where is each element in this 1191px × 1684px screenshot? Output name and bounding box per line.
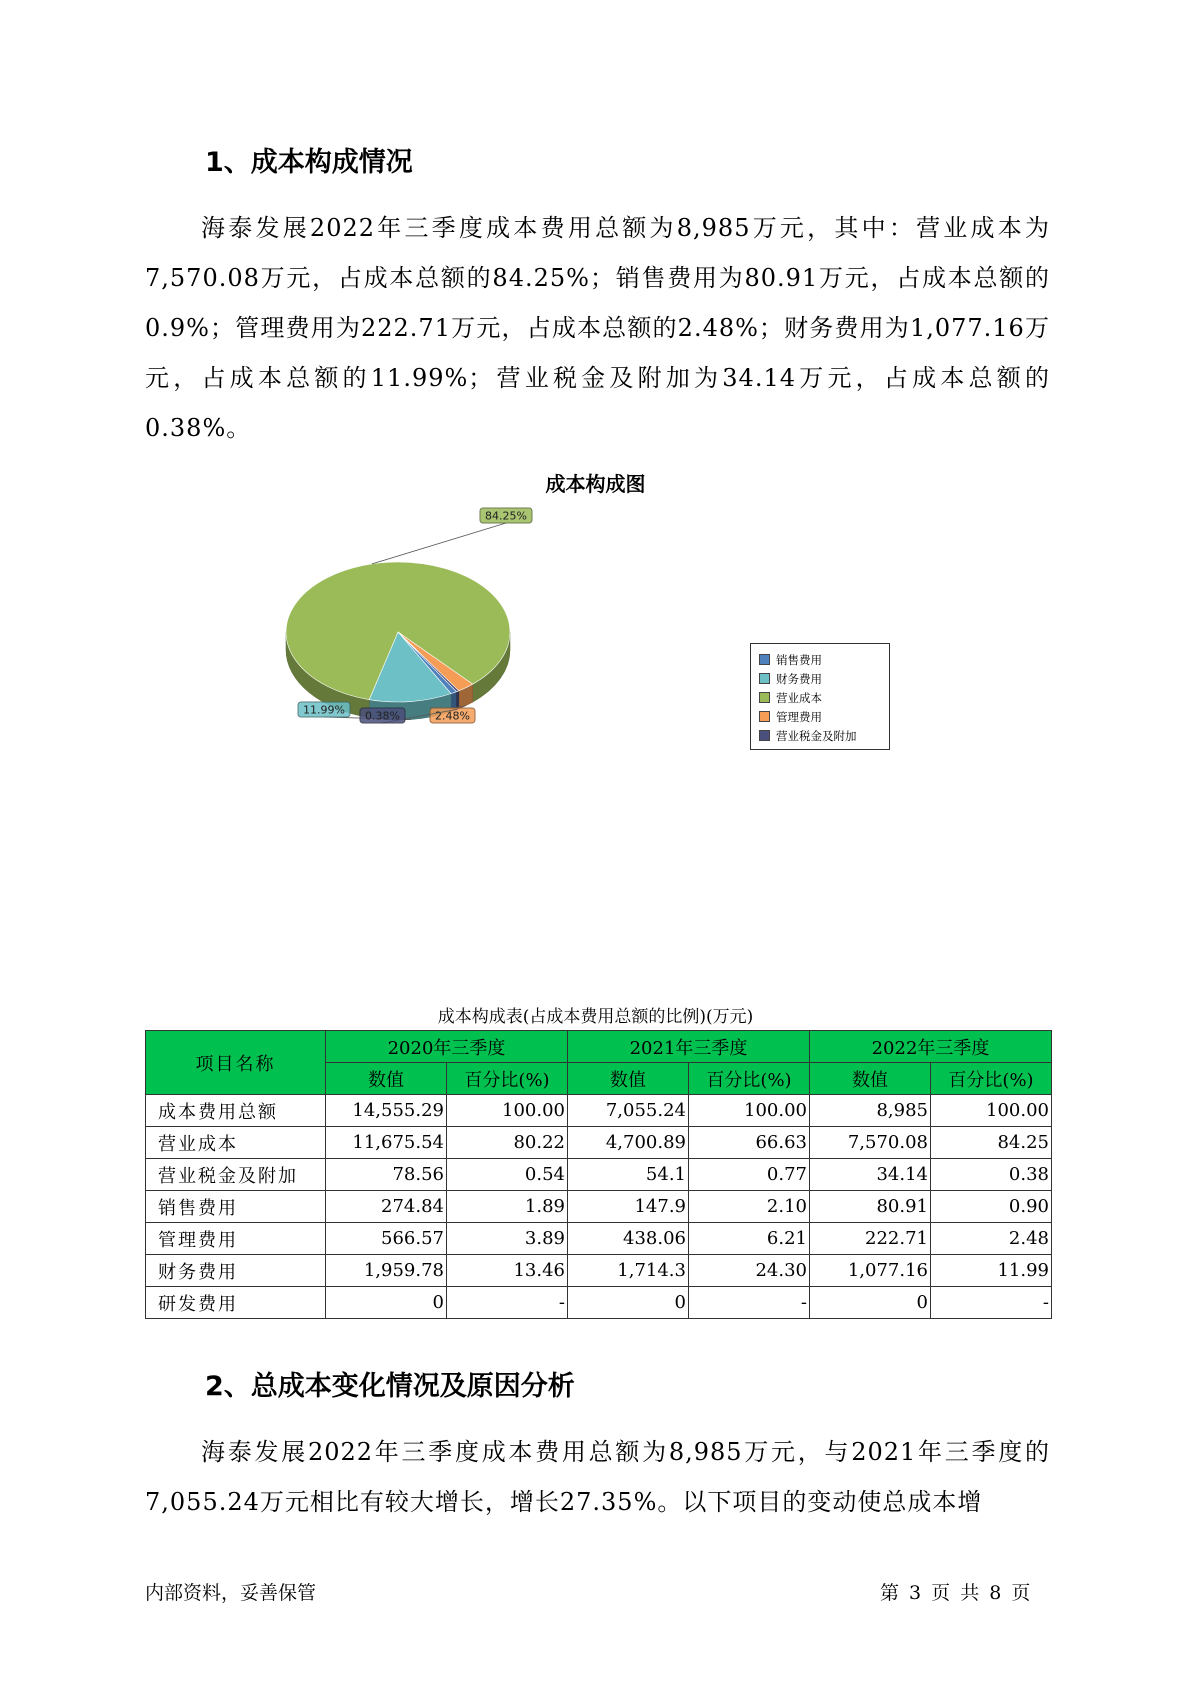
pie-top: [286, 562, 510, 702]
table-row: [146, 1223, 1052, 1255]
header-pct: 百分比(%): [689, 1063, 810, 1095]
cell: 66.63: [689, 1127, 810, 1159]
cell: 566.57: [326, 1223, 447, 1255]
table-caption: 成本构成表(占成本费用总额的比例)(万元): [437, 1007, 754, 1027]
header-value: 数值: [326, 1063, 447, 1095]
table-header: [146, 1031, 1052, 1095]
legend-label: 管理费用: [776, 709, 822, 724]
legend-swatch: [759, 673, 770, 684]
row-name: 研发费用: [146, 1287, 326, 1319]
cell: 0.38: [931, 1159, 1052, 1191]
section2-paragraph: 海泰发展2022年三季度成本费用总额为8,985万元，与2021年三季度的7,055.24万元相比有较大增长，增长27.35%。以下项目的变动使总成本增: [145, 1438, 1050, 1516]
table-row: [146, 1095, 1052, 1127]
header-value: 数值: [568, 1063, 689, 1095]
cell: 222.71: [810, 1223, 931, 1255]
cell: 100.00: [689, 1095, 810, 1127]
pie-chart: [280, 509, 580, 750]
cell: 4,700.89: [568, 1127, 689, 1159]
table-row: [146, 1159, 1052, 1191]
legend-label: 营业成本: [776, 690, 822, 705]
cell: 2.10: [689, 1191, 810, 1223]
section2-heading: 2、总成本变化情况及原因分析: [205, 1371, 575, 1402]
footer-page-number: 第 3 页 共 8 页: [880, 1582, 1031, 1604]
table-row: [146, 1191, 1052, 1223]
footer-confidential: 内部资料，妥善保管: [145, 1582, 317, 1604]
cell: 0.54: [447, 1159, 568, 1191]
pie-data-label: 11.99%: [303, 703, 345, 717]
cell: -: [931, 1287, 1052, 1319]
cell: 0: [326, 1287, 447, 1319]
cell: 1.89: [447, 1191, 568, 1223]
legend-label: 财务费用: [776, 671, 822, 686]
cell: 2.48: [931, 1223, 1052, 1255]
legend-item: [759, 688, 883, 707]
cell: 3.89: [447, 1223, 568, 1255]
section1-paragraph: 海泰发展2022年三季度成本费用总额为8,985万元，其中：营业成本为7,570.08万元，占成本总额的84.25%；销售费用为80.91万元，占成本总额的0.9%；管理费用为222.71万元，占成本总额的2.48%；财务费用为1,077.16万元，占成本总额的11.99%；营业税金及附加为34.14万元，占成本总额的0.38%。: [145, 214, 1050, 442]
cell: 14,555.29: [326, 1095, 447, 1127]
cell: 0: [568, 1287, 689, 1319]
legend-item: [759, 707, 883, 726]
cell: 0.77: [689, 1159, 810, 1191]
cell: 6.21: [689, 1223, 810, 1255]
cell: 13.46: [447, 1255, 568, 1287]
cell: 54.1: [568, 1159, 689, 1191]
header-period-2020: 2020年三季度: [326, 1031, 568, 1063]
table-row: [146, 1127, 1052, 1159]
legend-item: [759, 650, 883, 669]
cell: 100.00: [447, 1095, 568, 1127]
legend-swatch: [759, 711, 770, 722]
cell: 0.90: [931, 1191, 1052, 1223]
legend-label: 营业税金及附加: [776, 728, 857, 743]
cell: -: [689, 1287, 810, 1319]
cost-table: [145, 1030, 1052, 1319]
header-period-2022: 2022年三季度: [810, 1031, 1052, 1063]
table-row: [146, 1287, 1052, 1319]
legend-label: 销售费用: [776, 652, 822, 667]
cell: 11,675.54: [326, 1127, 447, 1159]
row-name: 销售费用: [146, 1191, 326, 1223]
cell: 0: [810, 1287, 931, 1319]
header-value: 数值: [810, 1063, 931, 1095]
header-pct: 百分比(%): [447, 1063, 568, 1095]
chart-title: 成本构成图: [545, 472, 646, 496]
row-name: 营业成本: [146, 1127, 326, 1159]
section1-heading: 1、成本构成情况: [205, 147, 413, 178]
legend-item: [759, 669, 883, 688]
cell: 8,985: [810, 1095, 931, 1127]
cell: 84.25: [931, 1127, 1052, 1159]
legend-swatch: [759, 692, 770, 703]
pie-data-label: 2.48%: [435, 709, 470, 723]
row-name: 管理费用: [146, 1223, 326, 1255]
legend-item: [759, 726, 883, 745]
pie-leader-line: [372, 523, 506, 564]
cell: -: [447, 1287, 568, 1319]
cell: 147.9: [568, 1191, 689, 1223]
cell: 24.30: [689, 1255, 810, 1287]
cell: 78.56: [326, 1159, 447, 1191]
header-pct: 百分比(%): [931, 1063, 1052, 1095]
pie-data-label: 84.25%: [485, 509, 527, 523]
pie-data-label: 0.38%: [365, 709, 400, 723]
header-item-name: 项目名称: [146, 1031, 326, 1095]
cell: 438.06: [568, 1223, 689, 1255]
cell: 1,959.78: [326, 1255, 447, 1287]
cell: 7,055.24: [568, 1095, 689, 1127]
cell: 100.00: [931, 1095, 1052, 1127]
chart-legend: [750, 643, 890, 750]
cell: 80.22: [447, 1127, 568, 1159]
row-name: 财务费用: [146, 1255, 326, 1287]
header-period-2021: 2021年三季度: [568, 1031, 810, 1063]
row-name: 营业税金及附加: [146, 1159, 326, 1191]
cell: 7,570.08: [810, 1127, 931, 1159]
legend-swatch: [759, 730, 770, 741]
table-row: [146, 1255, 1052, 1287]
cell: 11.99: [931, 1255, 1052, 1287]
cell: 1,714.3: [568, 1255, 689, 1287]
cell: 80.91: [810, 1191, 931, 1223]
cell: 1,077.16: [810, 1255, 931, 1287]
legend-swatch: [759, 654, 770, 665]
cell: 274.84: [326, 1191, 447, 1223]
cell: 34.14: [810, 1159, 931, 1191]
row-name: 成本费用总额: [146, 1095, 326, 1127]
